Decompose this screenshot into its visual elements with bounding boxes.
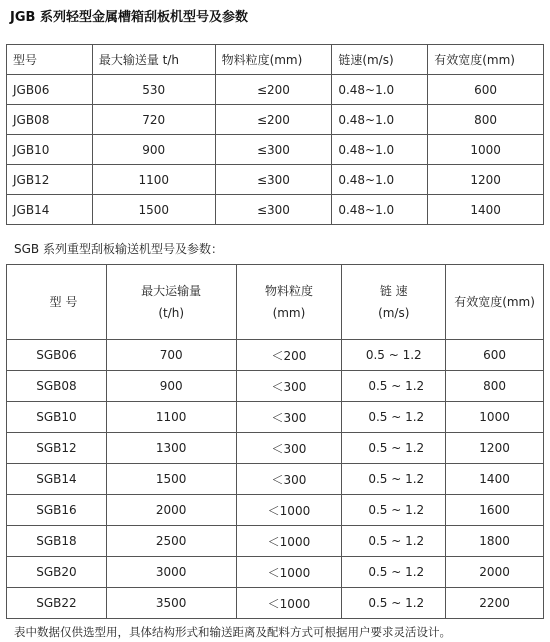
header-cell: 型号 xyxy=(7,45,93,75)
table-row xyxy=(7,464,544,495)
capacity-cell: 3500 xyxy=(106,588,236,619)
width-cell: 2200 xyxy=(446,588,544,619)
width-cell: 1800 xyxy=(446,526,544,557)
model-cell: SGB18 xyxy=(7,526,107,557)
header-label: 物料粒度 xyxy=(264,284,313,298)
table-row xyxy=(7,195,544,225)
model-cell: SGB10 xyxy=(7,402,107,433)
width-cell: 1600 xyxy=(446,495,544,526)
table-header-row xyxy=(7,265,544,340)
header-label: 链 速 xyxy=(379,284,408,298)
table-row xyxy=(7,165,544,195)
header-label: 型 号 xyxy=(49,295,78,309)
header-cell: 最大输送量 t/h xyxy=(92,45,215,75)
page-title: JGB 系列轻型金属槽箱刮板机型号及参数 xyxy=(10,10,248,25)
capacity-cell: 1100 xyxy=(106,402,236,433)
granularity-cell: ＜1000 xyxy=(236,526,342,557)
width-cell: 800 xyxy=(428,105,544,135)
width-cell: 1400 xyxy=(446,464,544,495)
granularity-cell: ＜1000 xyxy=(236,588,342,619)
capacity-cell: 1100 xyxy=(92,165,215,195)
model-cell: SGB14 xyxy=(7,464,107,495)
capacity-cell: 1500 xyxy=(106,464,236,495)
capacity-cell: 1500 xyxy=(92,195,215,225)
header-cell xyxy=(106,265,236,340)
header-label: 最大运输量 xyxy=(141,284,202,298)
model-cell: SGB12 xyxy=(7,433,107,464)
chain-speed-cell: 0.5 ~ 1.2 xyxy=(342,340,446,371)
table-row xyxy=(7,340,544,371)
granularity-cell: ＜300 xyxy=(236,433,342,464)
capacity-cell: 1300 xyxy=(106,433,236,464)
model-cell: SGB08 xyxy=(7,371,107,402)
sgb-spec-table xyxy=(6,264,544,619)
table-row xyxy=(7,75,544,105)
width-cell: 800 xyxy=(446,371,544,402)
table-row xyxy=(7,105,544,135)
granularity-cell: ≤300 xyxy=(215,195,332,225)
chain-speed-cell: 0.5 ~ 1.2 xyxy=(342,402,446,433)
header-cell xyxy=(342,265,446,340)
capacity-cell: 530 xyxy=(92,75,215,105)
model-cell: JGB12 xyxy=(7,165,93,195)
granularity-cell: ＜200 xyxy=(236,340,342,371)
capacity-cell: 2000 xyxy=(106,495,236,526)
header-cell xyxy=(236,265,342,340)
chain-speed-cell: 0.48~1.0 xyxy=(332,195,428,225)
capacity-cell: 700 xyxy=(106,340,236,371)
width-cell: 600 xyxy=(428,75,544,105)
capacity-cell: 2500 xyxy=(106,526,236,557)
chain-speed-cell: 0.5 ~ 1.2 xyxy=(342,433,446,464)
chain-speed-cell: 0.5 ~ 1.2 xyxy=(342,526,446,557)
width-cell: 1200 xyxy=(446,433,544,464)
header-cell: 物料粒度(mm) xyxy=(215,45,332,75)
header-cell: 链速(m/s) xyxy=(332,45,428,75)
width-cell: 1000 xyxy=(428,135,544,165)
granularity-cell: ＜1000 xyxy=(236,495,342,526)
granularity-cell: ≤200 xyxy=(215,105,332,135)
table-row xyxy=(7,135,544,165)
table-row xyxy=(7,526,544,557)
capacity-cell: 3000 xyxy=(106,557,236,588)
granularity-cell: ≤300 xyxy=(215,135,332,165)
header-cell: 有效宽度(mm) xyxy=(428,45,544,75)
capacity-cell: 900 xyxy=(92,135,215,165)
chain-speed-cell: 0.5 ~ 1.2 xyxy=(342,495,446,526)
model-cell: SGB06 xyxy=(7,340,107,371)
header-cell xyxy=(446,265,544,340)
model-cell: JGB14 xyxy=(7,195,93,225)
table-row xyxy=(7,371,544,402)
chain-speed-cell: 0.5 ~ 1.2 xyxy=(342,557,446,588)
granularity-cell: ≤300 xyxy=(215,165,332,195)
chain-speed-cell: 0.48~1.0 xyxy=(332,135,428,165)
table-row xyxy=(7,433,544,464)
table-row xyxy=(7,495,544,526)
chain-speed-cell: 0.48~1.0 xyxy=(332,75,428,105)
table-header-row xyxy=(7,45,544,75)
capacity-cell: 720 xyxy=(92,105,215,135)
granularity-cell: ＜1000 xyxy=(236,557,342,588)
chain-speed-cell: 0.5 ~ 1.2 xyxy=(342,464,446,495)
model-cell: JGB06 xyxy=(7,75,93,105)
model-cell: SGB22 xyxy=(7,588,107,619)
chain-speed-cell: 0.5 ~ 1.2 xyxy=(342,371,446,402)
header-unit: (m/s) xyxy=(378,306,410,320)
granularity-cell: ＜300 xyxy=(236,464,342,495)
jgb-spec-table xyxy=(6,44,544,225)
granularity-cell: ≤200 xyxy=(215,75,332,105)
section-subtitle: SGB 系列重型刮板输送机型号及参数： xyxy=(14,242,223,256)
chain-speed-cell: 0.48~1.0 xyxy=(332,105,428,135)
chain-speed-cell: 0.48~1.0 xyxy=(332,165,428,195)
model-cell: JGB10 xyxy=(7,135,93,165)
table-row xyxy=(7,402,544,433)
granularity-cell: ＜300 xyxy=(236,402,342,433)
width-cell: 2000 xyxy=(446,557,544,588)
granularity-cell: ＜300 xyxy=(236,371,342,402)
width-cell: 1200 xyxy=(428,165,544,195)
table-row xyxy=(7,588,544,619)
footnote: 表中数据仅供选型用，具体结构形式和输送距离及配料方式可根据用户要求灵活设计。 xyxy=(14,625,451,639)
model-cell: SGB20 xyxy=(7,557,107,588)
model-cell: JGB08 xyxy=(7,105,93,135)
header-label: 有效宽度(mm) xyxy=(454,295,535,309)
width-cell: 1400 xyxy=(428,195,544,225)
header-unit: (t/h) xyxy=(158,306,185,320)
chain-speed-cell: 0.5 ~ 1.2 xyxy=(342,588,446,619)
table-row xyxy=(7,557,544,588)
width-cell: 1000 xyxy=(446,402,544,433)
header-cell xyxy=(7,265,107,340)
model-cell: SGB16 xyxy=(7,495,107,526)
capacity-cell: 900 xyxy=(106,371,236,402)
width-cell: 600 xyxy=(446,340,544,371)
header-unit: (mm) xyxy=(272,306,306,320)
